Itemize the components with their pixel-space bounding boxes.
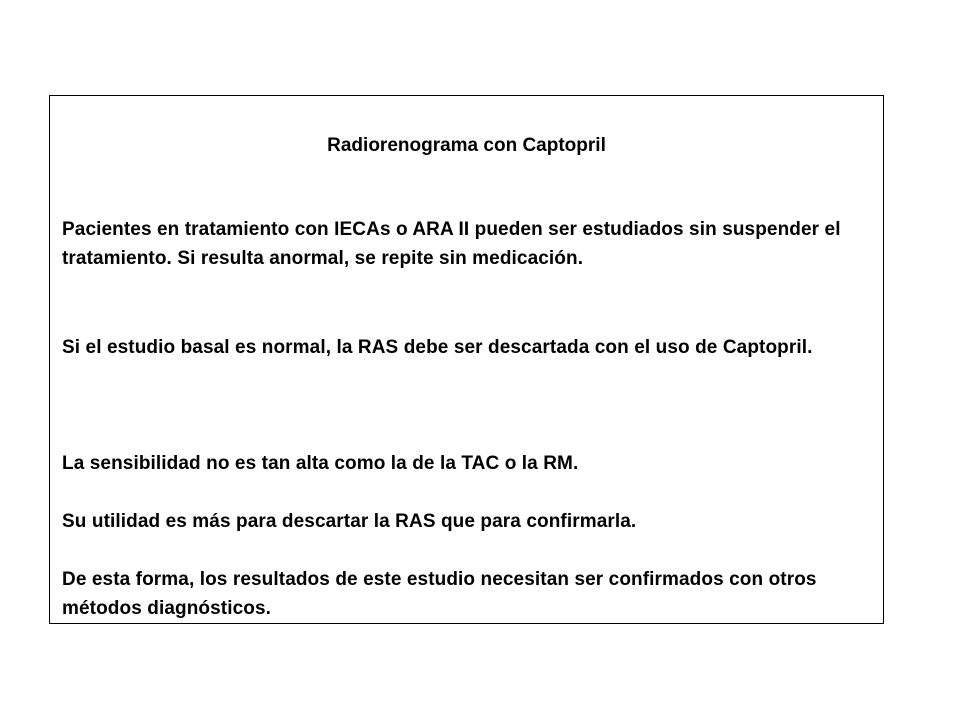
paragraph-sensibilidad: La sensibilidad no es tan alta como la de la TAC o la RM. [62,453,579,474]
paragraph-iecas: Pacientes en tratamiento con IECAs o ARA II pueden ser estudiados sin suspender el tratamiento. Si resulta anormal, se repite sin medicación. [62,219,841,269]
paragraph-confirmacion: De esta forma, los resultados de este estudio necesitan ser confirmados con otros métodos diagnósticos. [62,569,817,619]
paragraph-utilidad: Su utilidad es más para descartar la RAS que para confirmarla. [62,511,637,532]
slide-text-box [49,95,884,624]
paragraph-estudio-basal: Si el estudio basal es normal, la RAS debe ser descartada con el uso de Captopril. [62,337,813,358]
slide-title: Radiorenograma con Captopril [327,135,606,156]
